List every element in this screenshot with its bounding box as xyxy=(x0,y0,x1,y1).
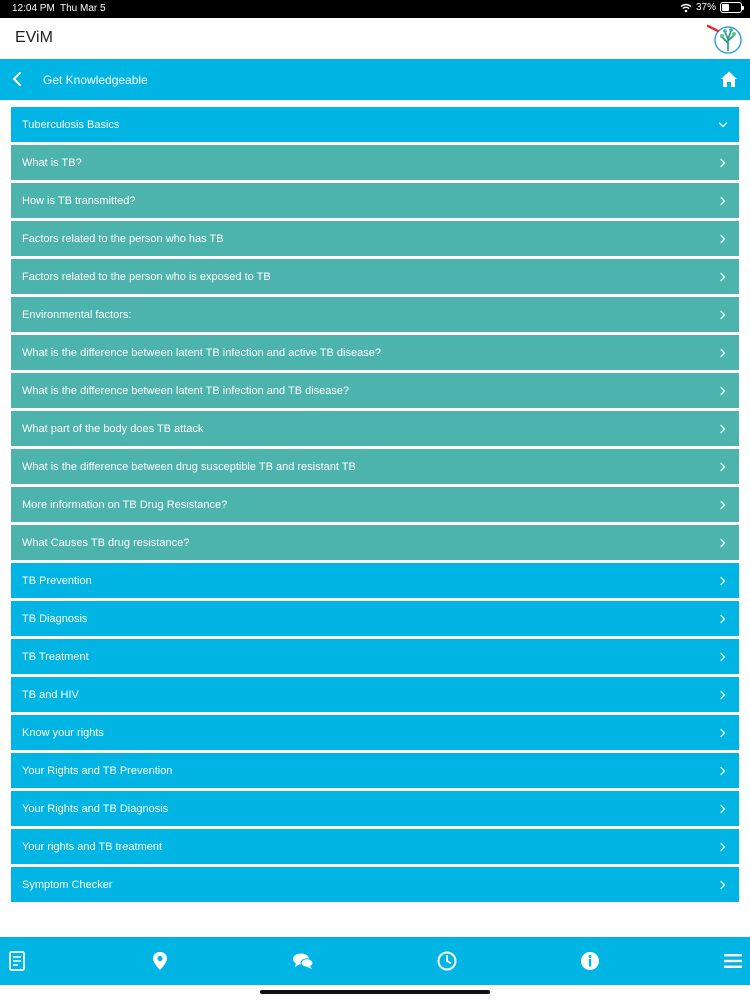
tab-info[interactable] xyxy=(579,950,601,972)
list-item[interactable] xyxy=(11,373,739,408)
list-item-label: What is the difference between latent TB infection and TB disease? xyxy=(22,384,350,397)
topic-list xyxy=(11,107,739,905)
list-item[interactable] xyxy=(11,829,739,864)
chevron-right-icon xyxy=(718,880,728,890)
tab-chat-bubbles[interactable] xyxy=(292,950,314,972)
list-item-label: Factors related to the person who has TB xyxy=(22,232,224,245)
list-item[interactable] xyxy=(11,791,739,826)
list-item[interactable] xyxy=(11,335,739,370)
list-item[interactable] xyxy=(11,411,739,446)
list-item[interactable] xyxy=(11,145,739,180)
info-icon xyxy=(579,950,601,972)
chevron-right-icon xyxy=(718,424,728,434)
page-title: Get Knowledgeable xyxy=(43,73,148,87)
chevron-right-icon xyxy=(718,462,728,472)
chevron-right-icon xyxy=(718,576,728,586)
list-item[interactable] xyxy=(11,107,739,142)
chevron-right-icon xyxy=(718,804,728,814)
status-date: Thu Mar 5 xyxy=(60,3,106,14)
list-item[interactable] xyxy=(11,639,739,674)
chevron-right-icon xyxy=(718,690,728,700)
list-item-label: Your rights and TB treatment xyxy=(22,840,163,853)
list-item-label: Factors related to the person who is exposed to TB xyxy=(22,270,271,283)
chevron-right-icon xyxy=(718,500,728,510)
clock-icon xyxy=(436,950,458,972)
menu-icon xyxy=(722,950,744,972)
chevron-right-icon xyxy=(718,614,728,624)
list-item-label: What is the difference between drug susceptible TB and resistant TB xyxy=(22,460,356,473)
chevron-down-icon xyxy=(718,120,728,130)
chevron-right-icon xyxy=(718,842,728,852)
list-item-label: What Causes TB drug resistance? xyxy=(22,536,190,549)
list-item[interactable] xyxy=(11,487,739,522)
app-title: EViM xyxy=(15,29,53,46)
list-item[interactable] xyxy=(11,221,739,256)
nav-bar xyxy=(0,59,750,100)
list-item-label: Environmental factors: xyxy=(22,308,132,321)
list-item-label: TB Prevention xyxy=(22,574,92,587)
battery-icon xyxy=(720,2,742,13)
chevron-right-icon xyxy=(718,234,728,244)
status-bar xyxy=(0,0,750,18)
tab-menu[interactable] xyxy=(722,950,744,972)
tab-location-pin[interactable] xyxy=(149,950,171,972)
chevron-right-icon xyxy=(718,538,728,548)
home-icon[interactable] xyxy=(720,70,738,88)
list-item-label: More information on TB Drug Resistance? xyxy=(22,498,228,511)
tab-clock[interactable] xyxy=(436,950,458,972)
wifi-icon xyxy=(680,3,692,13)
list-item[interactable] xyxy=(11,525,739,560)
chevron-left-icon[interactable] xyxy=(10,70,26,88)
list-item[interactable] xyxy=(11,563,739,598)
app-header xyxy=(0,18,750,59)
list-item-label: Your Rights and TB Diagnosis xyxy=(22,802,169,815)
evim-logo-icon xyxy=(706,21,744,55)
list-item[interactable] xyxy=(11,753,739,788)
list-item-label: TB Treatment xyxy=(22,650,89,663)
bottom-tab-bar xyxy=(0,937,750,985)
list-item[interactable] xyxy=(11,601,739,636)
home-indicator xyxy=(260,990,490,994)
list-item-label: What part of the body does TB attack xyxy=(22,422,204,435)
status-right xyxy=(680,2,742,13)
chevron-right-icon xyxy=(718,766,728,776)
chevron-right-icon xyxy=(718,310,728,320)
list-item[interactable] xyxy=(11,677,739,712)
list-item[interactable] xyxy=(11,259,739,294)
list-item-label: Symptom Checker xyxy=(22,878,113,891)
chevron-right-icon xyxy=(718,158,728,168)
battery-percent: 37% xyxy=(695,2,716,13)
chat-bubbles-icon xyxy=(292,950,314,972)
list-item[interactable] xyxy=(11,183,739,218)
chevron-right-icon xyxy=(718,196,728,206)
tab-document[interactable] xyxy=(6,950,28,972)
list-item-label: What is TB? xyxy=(22,156,82,169)
chevron-right-icon xyxy=(718,386,728,396)
document-icon xyxy=(6,950,28,972)
list-item-label: Your Rights and TB Prevention xyxy=(22,764,173,777)
battery-level xyxy=(722,4,729,11)
chevron-right-icon xyxy=(718,272,728,282)
list-item-label: Know your rights xyxy=(22,726,104,739)
location-pin-icon xyxy=(149,950,171,972)
list-item[interactable] xyxy=(11,449,739,484)
list-item-label: How is TB transmitted? xyxy=(22,194,136,207)
list-item[interactable] xyxy=(11,297,739,332)
status-time: 12:04 PM xyxy=(12,3,55,14)
chevron-right-icon xyxy=(718,652,728,662)
list-item-label: TB and HIV xyxy=(22,688,79,701)
list-item-label: TB Diagnosis xyxy=(22,612,88,625)
list-item-label: Tuberculosis Basics xyxy=(22,118,120,131)
chevron-right-icon xyxy=(718,348,728,358)
list-item[interactable] xyxy=(11,715,739,750)
chevron-right-icon xyxy=(718,728,728,738)
list-item[interactable] xyxy=(11,867,739,902)
list-item-label: What is the difference between latent TB infection and active TB disease? xyxy=(22,346,381,359)
